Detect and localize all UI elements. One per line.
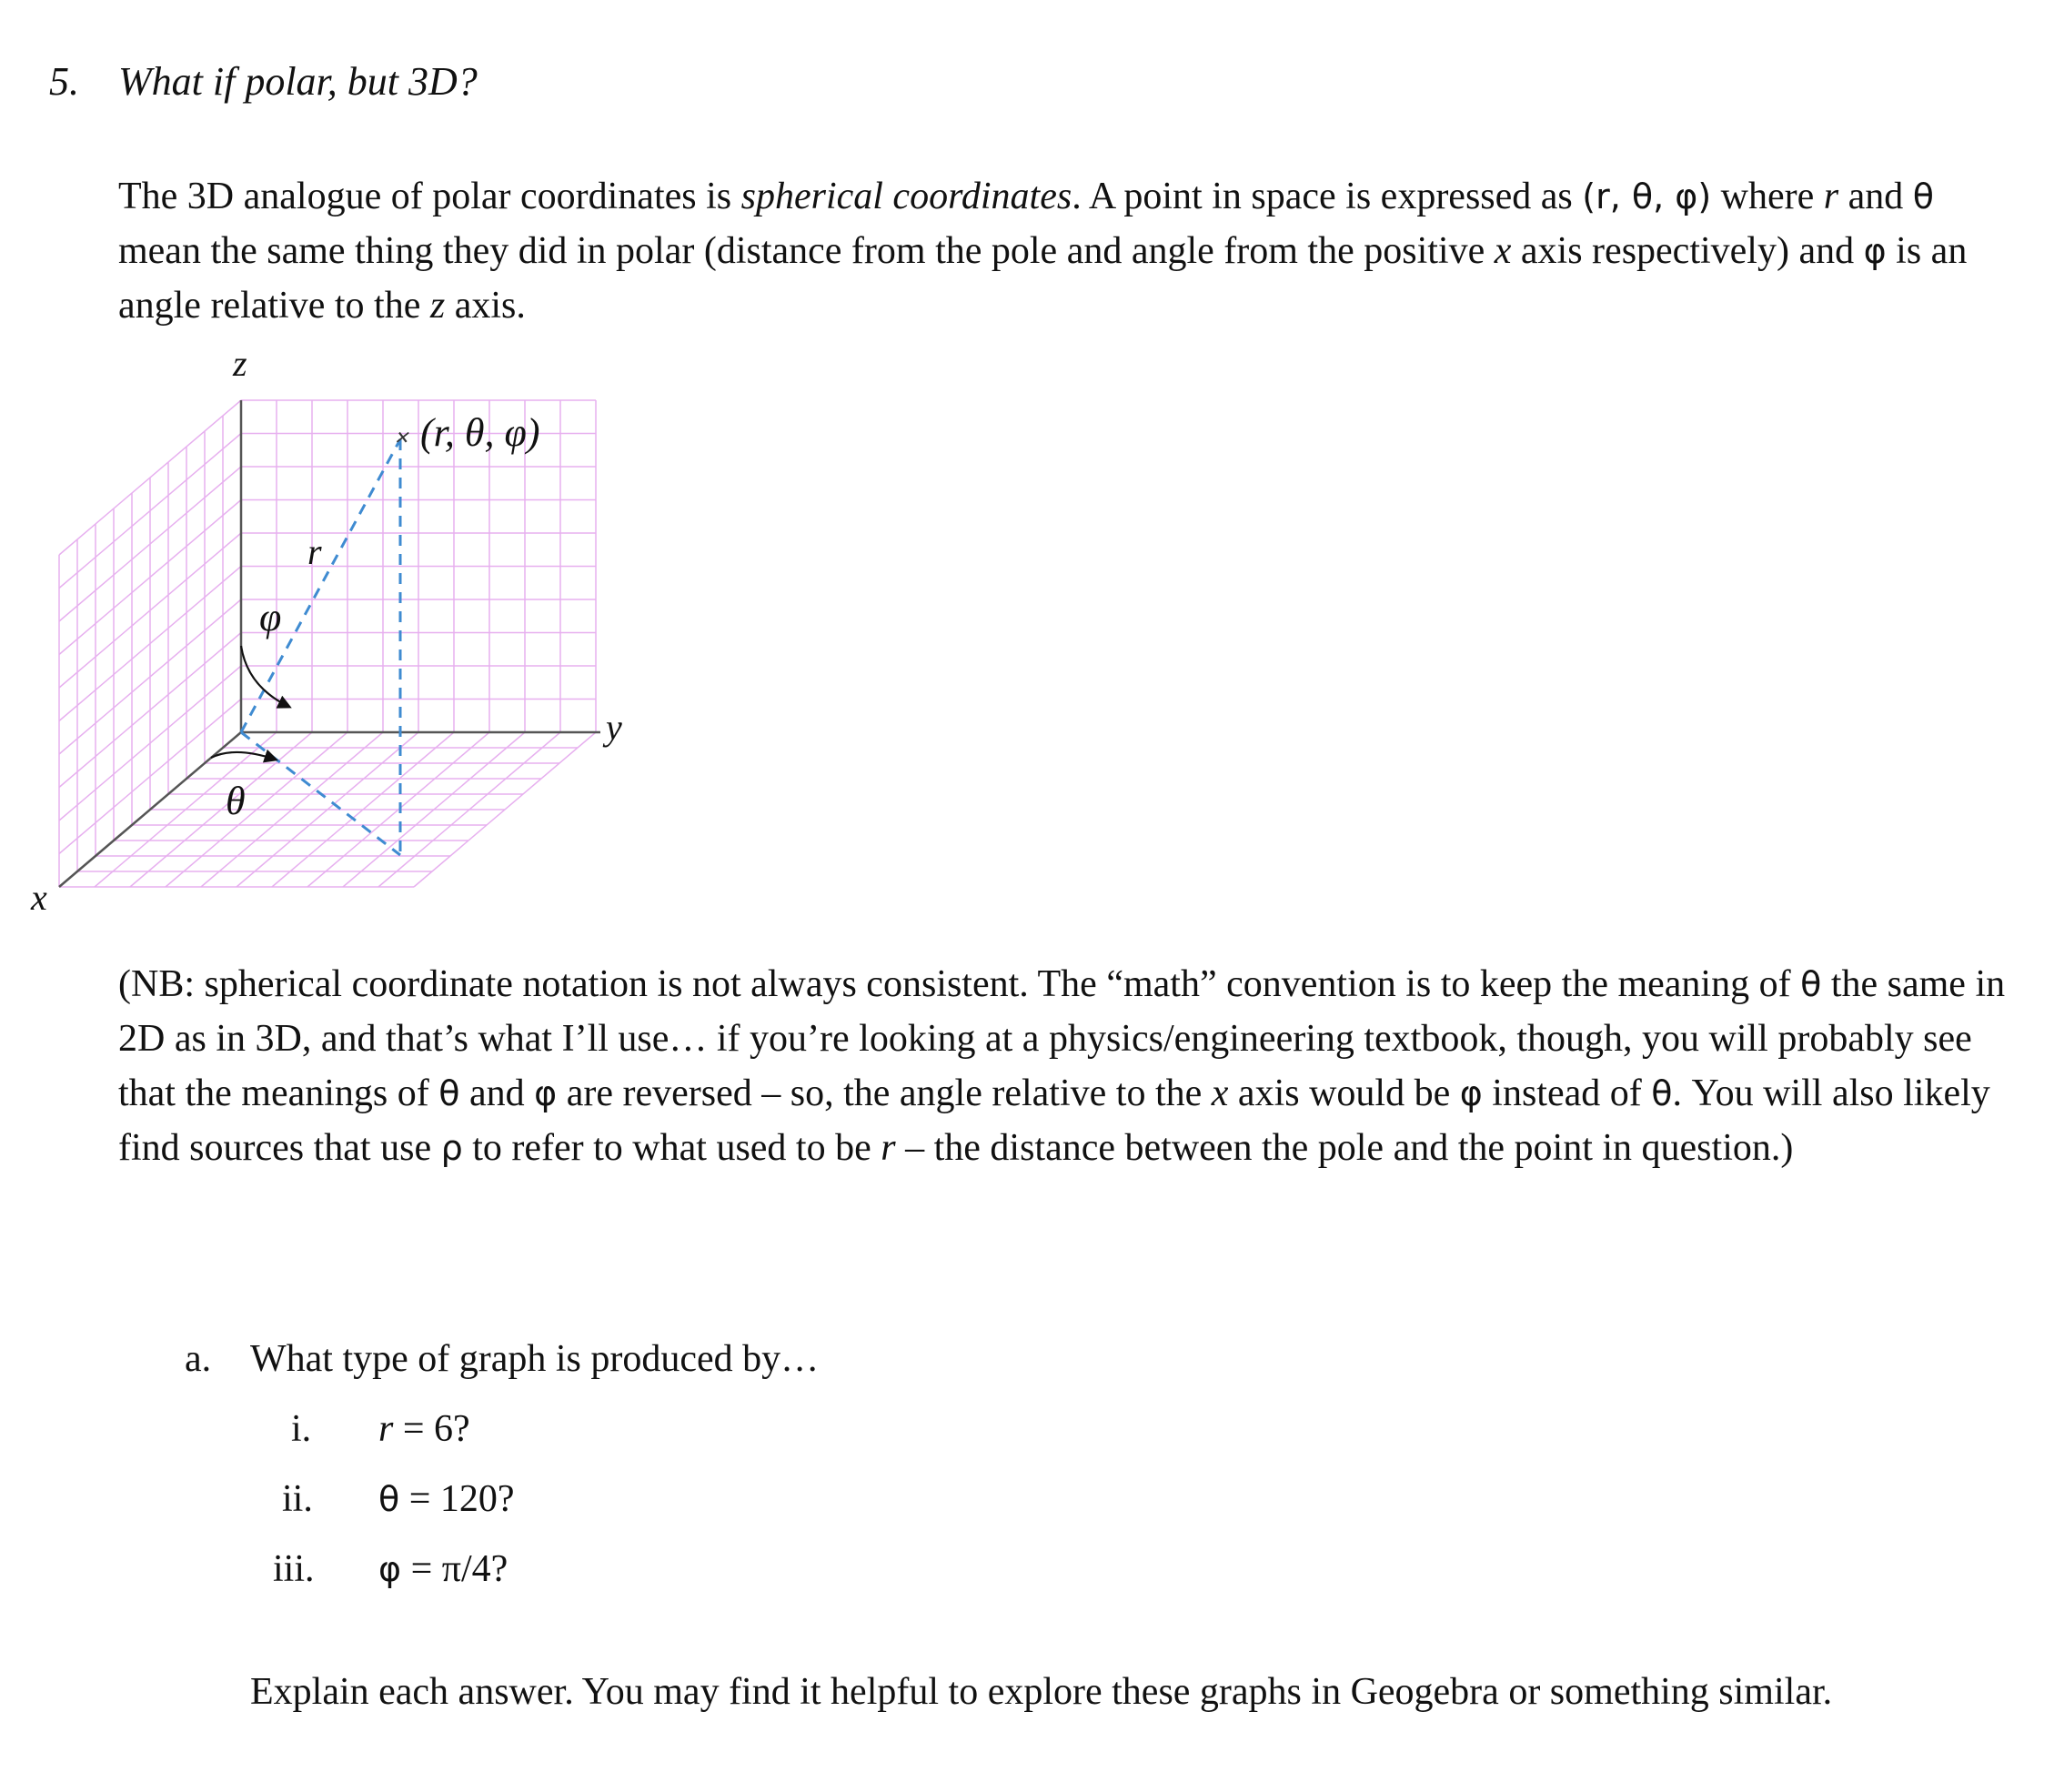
z-axis-label: z	[233, 343, 247, 384]
explain-instruction: Explain each answer. You may find it helpful to explore these graphs in Geogebra or something similar.	[250, 1671, 1833, 1713]
phi-label: φ	[259, 595, 282, 639]
coordinate-triple: (r, θ, φ)	[1582, 176, 1712, 216]
radius-line	[241, 439, 400, 732]
theta-label: θ	[226, 779, 246, 823]
phi-angle-arc	[241, 646, 289, 707]
theta-angle-arc	[211, 752, 276, 760]
item-expression-iii: φ = π/4?	[378, 1548, 508, 1590]
r-label: r	[307, 531, 322, 572]
floor-grid	[59, 732, 596, 887]
intro-paragraph: The 3D analogue of polar coordinates is spherical coordinates. A point in space is expressed as (r, θ, φ) where r and θ mean the same thing they did in polar (distance from the pole and angle from the positive x axis respectively) and φ is an angle relative to the z axis.	[118, 176, 1968, 327]
left-wall-grid	[59, 400, 241, 887]
y-axis-label: y	[606, 707, 622, 748]
x-axis-label: x	[31, 877, 47, 918]
question-text: What type of graph is produced by…	[250, 1338, 820, 1380]
spherical-coordinates-diagram	[0, 341, 655, 932]
point-label: (r, θ, φ)	[420, 410, 540, 455]
item-roman-i: i.	[291, 1408, 312, 1450]
item-expression-ii: θ = 120?	[378, 1478, 515, 1520]
problem-heading	[49, 58, 478, 105]
notation-note-paragraph: (NB: spherical coordinate notation is not always consistent. The “math” convention is to keep the meaning of θ the same in 2D as in 3D, and that’s what I’ll use… if you’re looking at a physics/engineering textbook, though, you will probably see that the meanings of θ and φ are reversed – so, the angle relative to the x axis would be φ instead of θ. You will also likely find sources that use ρ to refer to what used to be r – the distance between the pole and the point in question.)	[118, 963, 2006, 1169]
problem-title: What if polar, but 3D?	[118, 59, 478, 104]
question-letter: a.	[185, 1338, 212, 1380]
item-roman-ii: ii.	[282, 1478, 313, 1520]
item-expression-i: r = 6?	[378, 1408, 470, 1450]
back-wall-grid	[241, 400, 596, 732]
problem-number: 5.	[49, 59, 79, 104]
item-roman-iii: iii.	[273, 1548, 315, 1590]
point-marker-icon: ✕	[393, 428, 409, 448]
term-spherical: spherical coordinates	[740, 176, 1072, 217]
